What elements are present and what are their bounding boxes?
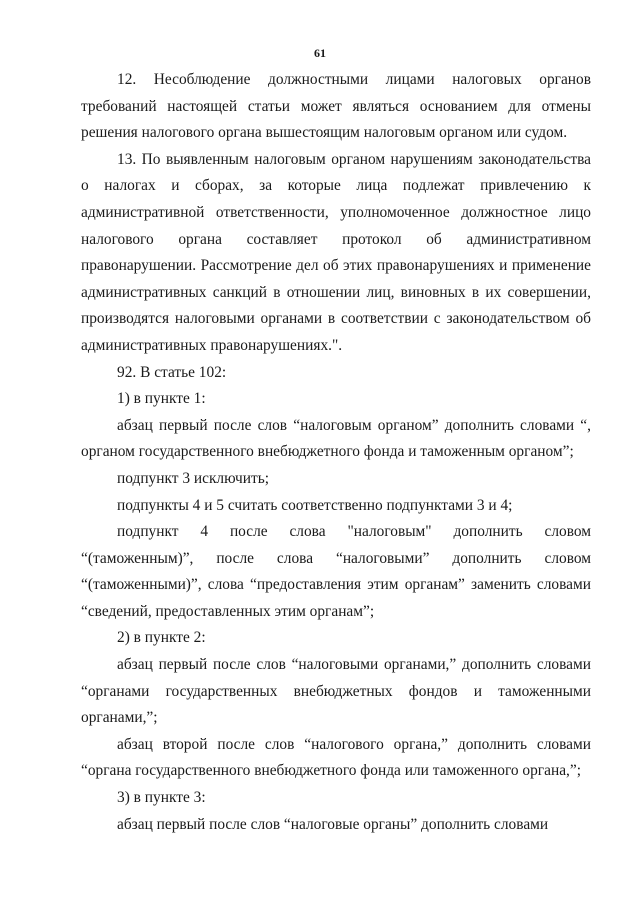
- paragraph-point-2-heading: 2) в пункте 2:: [117, 629, 206, 647]
- paragraph-subpoint-4-amend: подпункт 4 после слова "налоговым" дополнить словом “(таможенным)”, после слова “налоговыми” дополнить словом “(таможенными)”, слова “предоставления этим органам” заменить словами “сведений, предоставленных этим органам”;: [81, 523, 591, 620]
- page-number: 61: [314, 46, 326, 60]
- paragraph-point-3-abzac-1: абзац первый после слов “налоговые органы” дополнить словами: [117, 815, 549, 833]
- paragraph-point-3-heading: 3) в пункте 3:: [117, 789, 206, 807]
- paragraph-subpoints-renumber: подпункты 4 и 5 считать соответственно подпунктами 3 и 4;: [117, 496, 513, 514]
- paragraph-point-2-abzac-1: абзац первый после слов “налоговыми органами,” дополнить словами “органами государственных внебюджетных фондов и таможенными органами,”;: [81, 656, 591, 727]
- paragraph-point-1-abzac-1: абзац первый после слов “налоговым органом” дополнить словами “, органом государственного внебюджетного фонда и таможенным органом”;: [81, 416, 591, 461]
- paragraph-item-12: 12. Несоблюдение должностными лицами налоговых органов требований настоящей статьи может являться основанием для отмены решения налогового органа вышестоящим налоговым органом или судом.: [81, 71, 591, 142]
- paragraph-item-13: 13. По выявленным налоговым органом нарушениям законодательства о налогах и сборах, за которые лица подлежат привлечению к административной ответственности, уполномоченное должностное лицо налогового органа составляет протокол об административном правонарушении. Рассмотрение дел об этих правонарушениях и применение административных санкций в отношении лиц, виновных в их совершении, производятся налоговыми органами в соответствии с законодательством об административных правонарушениях.".: [81, 150, 591, 354]
- paragraph-point-1-heading: 1) в пункте 1:: [117, 390, 206, 408]
- paragraph-subpoint-3-removed: подпункт 3 исключить;: [117, 469, 270, 487]
- paragraph-point-2-abzac-2: абзац второй после слов “налогового органа,” дополнить словами “органа государственного внебюджетного фонда или таможенного органа,”;: [81, 735, 591, 780]
- paragraph-article-102-heading: 92. В статье 102:: [117, 363, 227, 381]
- document-body: [81, 67, 591, 838]
